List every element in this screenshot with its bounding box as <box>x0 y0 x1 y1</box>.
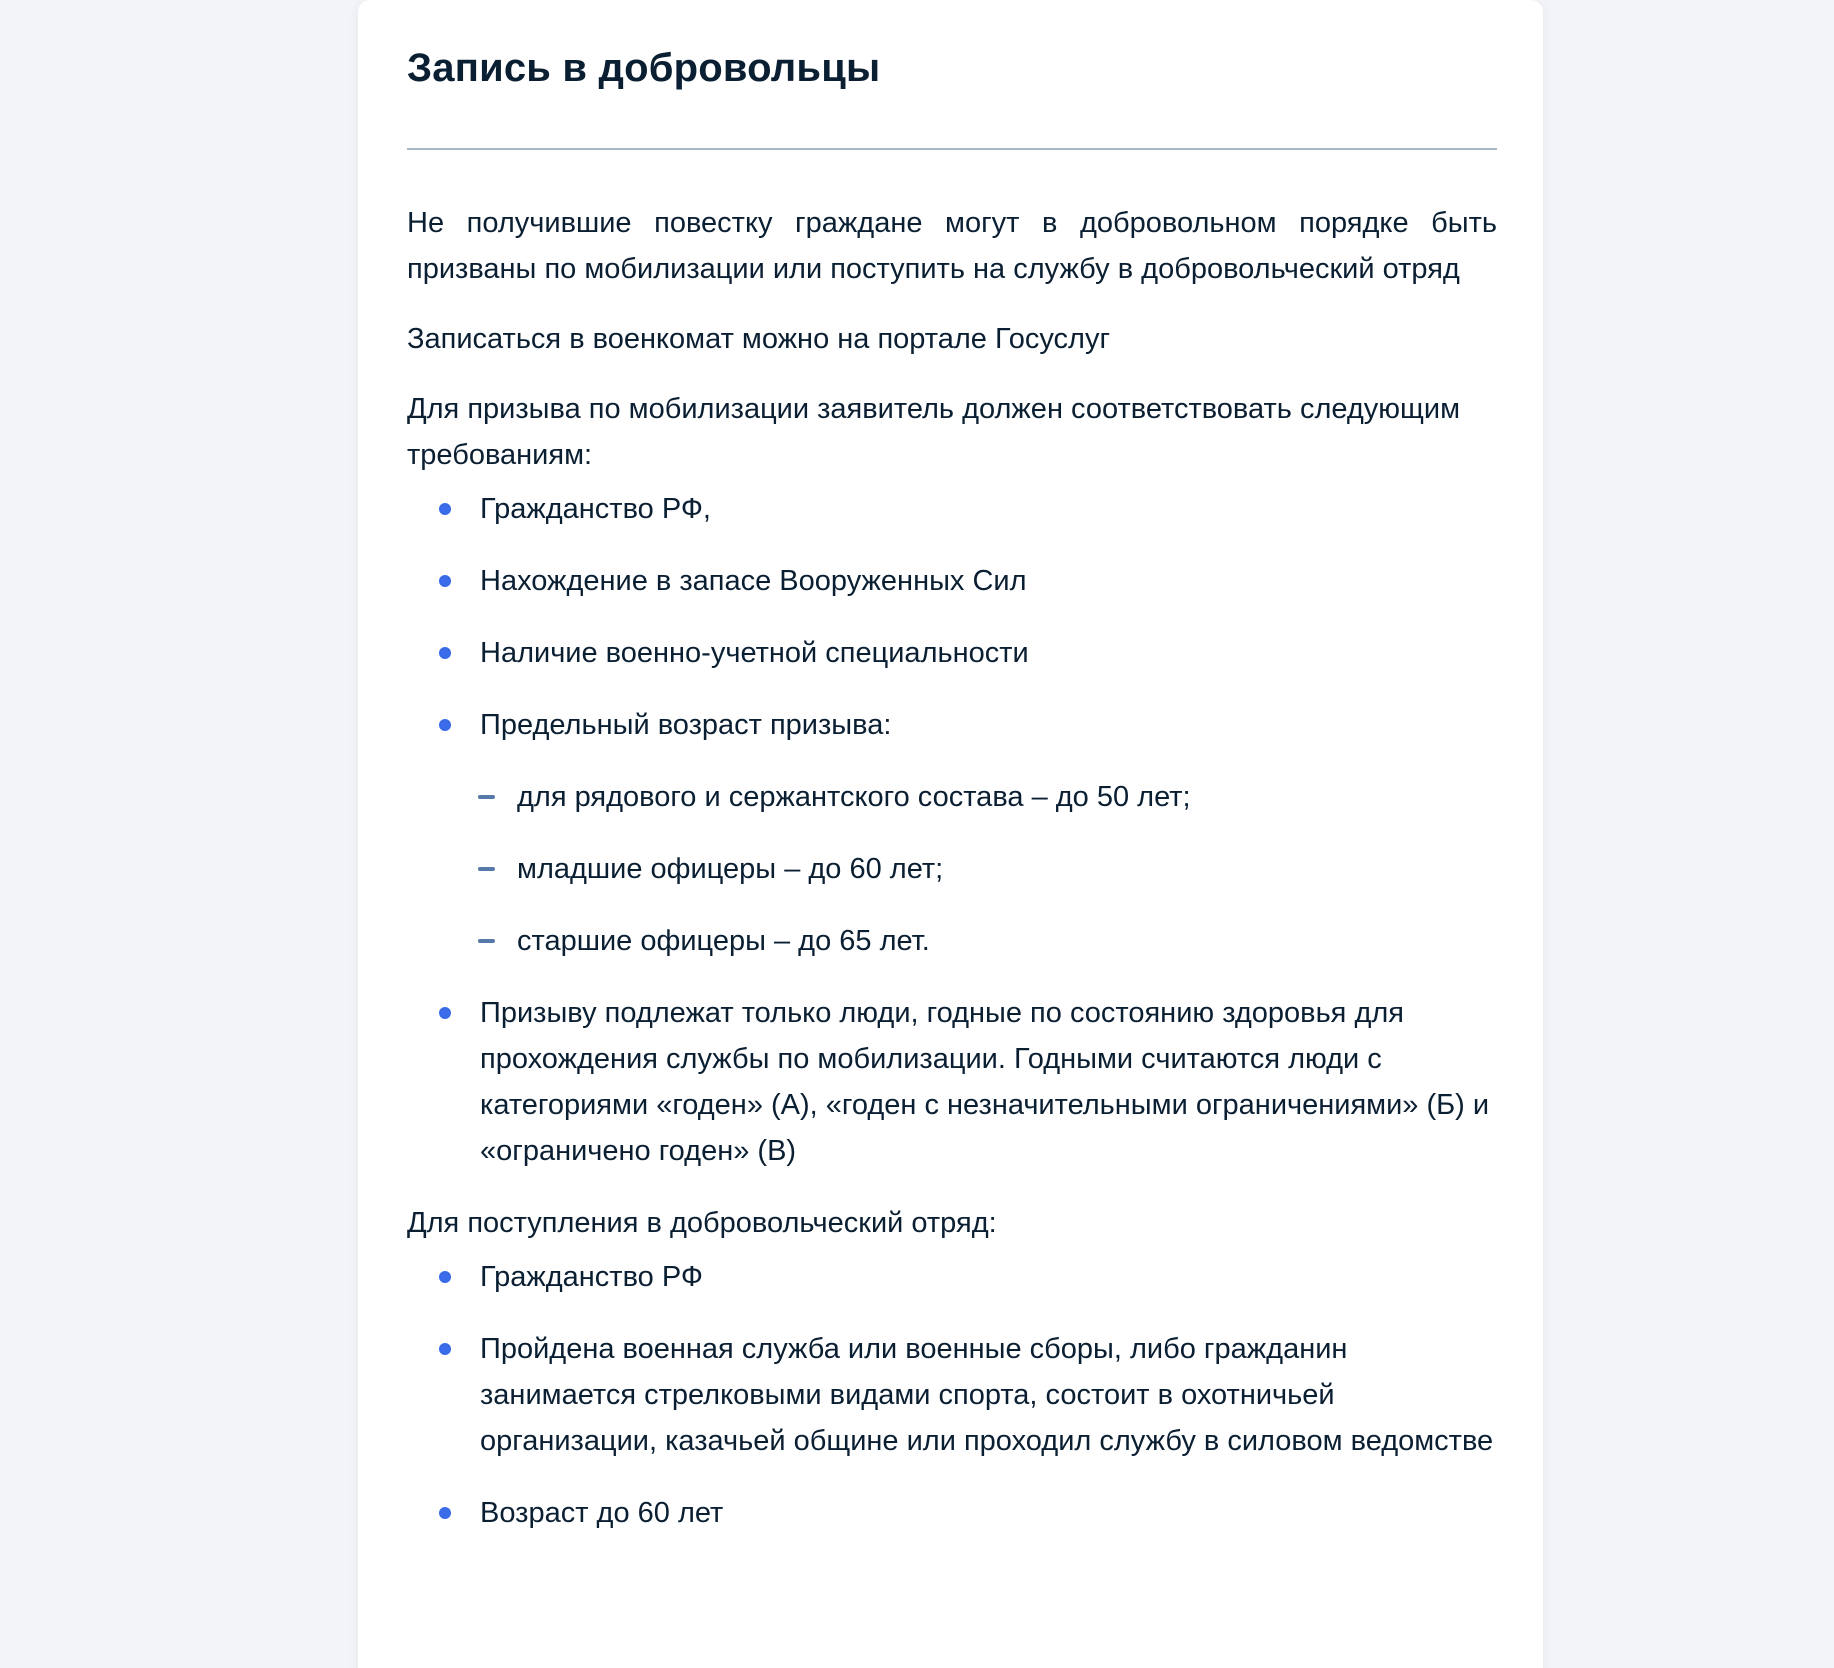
list-item-text: Наличие военно-учетной специальности <box>480 637 1029 669</box>
article-card <box>358 0 1543 1668</box>
list-item-text: Нахождение в запасе Вооруженных Сил <box>480 565 1027 597</box>
list-item-text: Возраст до 60 лет <box>480 1497 724 1529</box>
sublist-item-text: старшие офицеры – до 65 лет. <box>517 925 930 957</box>
list-item-age-limits <box>407 702 1497 964</box>
list-item-text: Гражданство РФ <box>480 1261 703 1293</box>
paragraph-mobilization-heading: Для призыва по мобилизации заявитель должен соответствовать следующим требованиям: <box>407 393 1461 471</box>
list-item <box>407 1490 1497 1536</box>
list-item-text: Пройдена военная служба или военные сборы, либо гражданин занимается стрелковыми видами спорта, состоит в охотничьей организации, казачьей общине или проходил службу в силовом ведомстве <box>480 1333 1494 1457</box>
paragraph-intro: Не получившие повестку граждане могут в добровольном порядке быть призваны по мобилизации или поступить на службу в добровольческий отряд <box>407 207 1497 285</box>
sublist-item-text: младшие офицеры – до 60 лет; <box>517 853 944 885</box>
list-item-text: Предельный возраст призыва: <box>480 709 892 741</box>
list-item <box>407 558 1497 604</box>
age-limits-sublist <box>480 774 1497 964</box>
list-item <box>407 1326 1497 1464</box>
volunteer-requirements-list <box>407 1254 1497 1536</box>
sublist-item <box>480 918 1497 964</box>
paragraph-enroll: Записаться в военкомат можно на портале Госуслуг <box>407 323 1111 355</box>
title-divider <box>407 148 1497 150</box>
paragraph-volunteer-heading: Для поступления в добровольческий отряд: <box>407 1207 997 1239</box>
sublist-item <box>480 774 1497 820</box>
page-title: Запись в добровольцы <box>407 46 881 90</box>
article-content <box>407 200 1497 1536</box>
list-item-text: Призыву подлежат только люди, годные по состоянию здоровья для прохождения службы по мобилизации. Годными считаются люди с категориями «годен» (А), «годен с незначительными ограничениями» (Б) и «ограничено годен» (В) <box>480 997 1490 1167</box>
list-item-text: Гражданство РФ, <box>480 493 711 525</box>
sublist-item <box>480 846 1497 892</box>
list-item <box>407 990 1497 1174</box>
list-item <box>407 1254 1497 1300</box>
sublist-item-text: для рядового и сержантского состава – до 50 лет; <box>517 781 1191 813</box>
mobilization-requirements-list <box>407 486 1497 1174</box>
list-item <box>407 486 1497 532</box>
list-item <box>407 630 1497 676</box>
